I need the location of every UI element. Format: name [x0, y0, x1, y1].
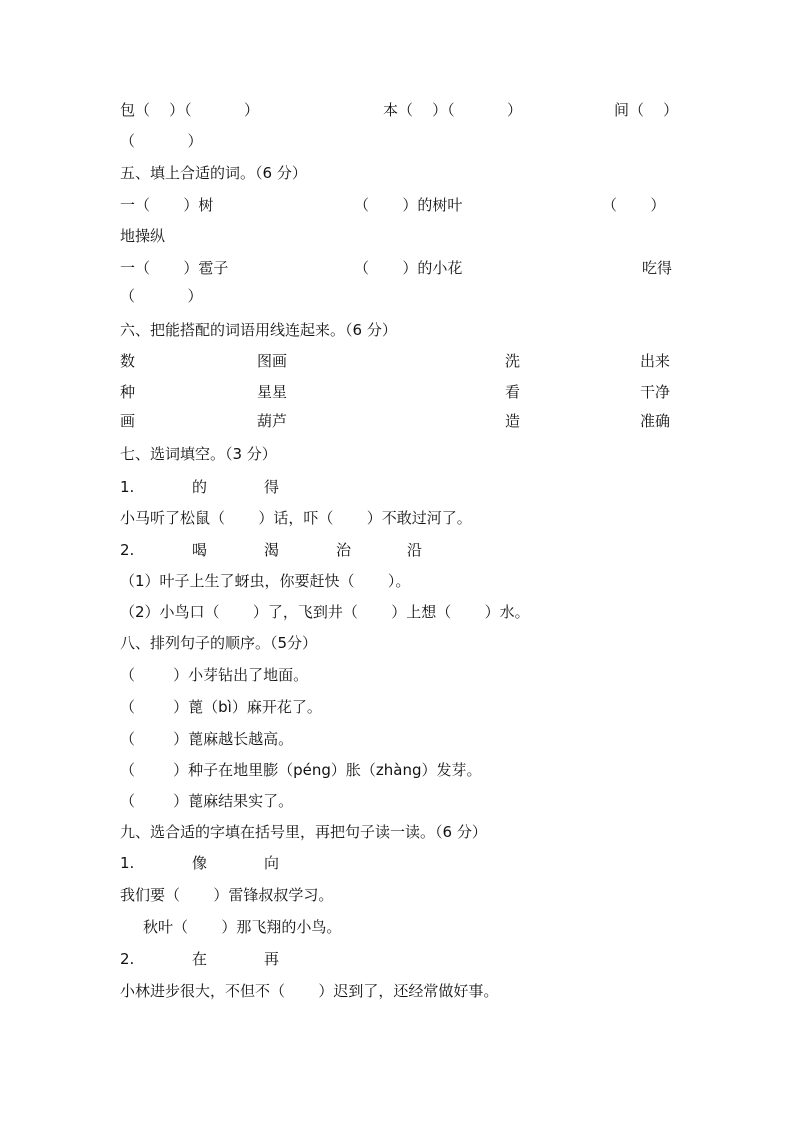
sec7-q2-option: 喝: [192, 541, 208, 559]
sec8-item: （ ）小芽钻出了地面。: [120, 666, 309, 684]
sec7-q1-option: 得: [264, 478, 280, 496]
sec5-title: 五、填上合适的词。（6 分）: [120, 164, 307, 182]
sec5-row2-b: （ ）的小花: [354, 259, 463, 277]
sec6-word: 种: [120, 383, 136, 401]
sec5-row1-a: 一（ ）树: [120, 196, 214, 214]
sec7-q2-sentence-1: （1）叶子上生了蚜虫，你要赶快（ ）。: [120, 572, 411, 590]
sec8-title: 八、排列句子的顺序。（5分）: [120, 634, 318, 652]
sec6-word: 葫芦: [257, 412, 288, 430]
sec6-word: 看: [505, 383, 521, 401]
sec9-q1-sentence-2: 秋叶（ ）那飞翔的小鸟。: [143, 918, 342, 936]
sec8-item: （ ）蓖（bì）麻开花了。: [120, 698, 322, 716]
sec4-item-jian: 间（ ）: [614, 101, 679, 119]
sec9-q2-sentence-1: 小林进步很大，不但不（ ）迟到了，还经常做好事。: [120, 982, 499, 1000]
sec7-q1-option: 的: [192, 478, 208, 496]
sec9-q2-number: 2.: [120, 950, 135, 968]
sec4-item-ben: 本（ ）（ ）: [383, 101, 523, 119]
sec9-q1-number: 1.: [120, 854, 135, 872]
sec6-word: 洗: [505, 352, 521, 370]
sec9-q1-option: 像: [192, 854, 208, 872]
sec6-word: 造: [505, 412, 521, 430]
sec7-q2-option: 治: [336, 541, 352, 559]
sec9-q1-sentence-1: 我们要（ ）雷锋叔叔学习。: [120, 886, 334, 904]
sec5-row2-cont: （ ）: [120, 287, 203, 305]
sec9-q2-option: 再: [264, 950, 280, 968]
sec5-row1-b: （ ）的树叶: [354, 196, 463, 214]
sec4-item-jian-cont: （ ）: [120, 132, 203, 150]
sec8-item: （ ）蓖麻越长越高。: [120, 730, 294, 748]
sec6-word: 干净: [640, 383, 671, 401]
sec4-item-bao: 包（ ）（ ）: [120, 101, 260, 119]
sec7-q1-sentence: 小马听了松鼠（ ）话，吓（ ）不敢过河了。: [120, 509, 472, 527]
sec6-word: 准确: [640, 412, 671, 430]
sec6-word: 星星: [257, 383, 288, 401]
sec7-q2-option: 沿: [407, 541, 423, 559]
sec9-title: 九、选合适的字填在括号里，再把句子读一读。（6 分）: [120, 823, 487, 841]
sec6-word: 画: [120, 412, 136, 430]
sec5-row1-c: （ ）: [602, 196, 666, 214]
sec6-word: 图画: [257, 352, 288, 370]
sec7-q1-number: 1.: [120, 478, 135, 496]
sec5-row2-a: 一（ ）雹子: [120, 259, 229, 277]
sec5-row2-c: 吃得: [642, 259, 673, 277]
sec7-q2-number: 2.: [120, 541, 135, 559]
sec9-q1-option: 向: [264, 854, 280, 872]
sec7-q2-sentence-2: （2）小鸟口（ ）了，飞到井（ ）上想（ ）水。: [120, 603, 530, 621]
sec7-title: 七、选词填空。（3 分）: [120, 445, 277, 463]
sec8-item: （ ）蓖麻结果实了。: [120, 792, 294, 810]
sec6-title: 六、把能搭配的词语用线连起来。（6 分）: [120, 321, 397, 339]
sec9-q2-option: 在: [192, 950, 208, 968]
sec6-word: 出来: [640, 352, 671, 370]
sec7-q2-option: 渴: [264, 541, 280, 559]
sec8-item: （ ）种子在地里膨（péng）胀（zhàng）发芽。: [120, 761, 482, 779]
sec5-row1-cont: 地操纵: [120, 227, 166, 245]
sec6-word: 数: [120, 352, 136, 370]
